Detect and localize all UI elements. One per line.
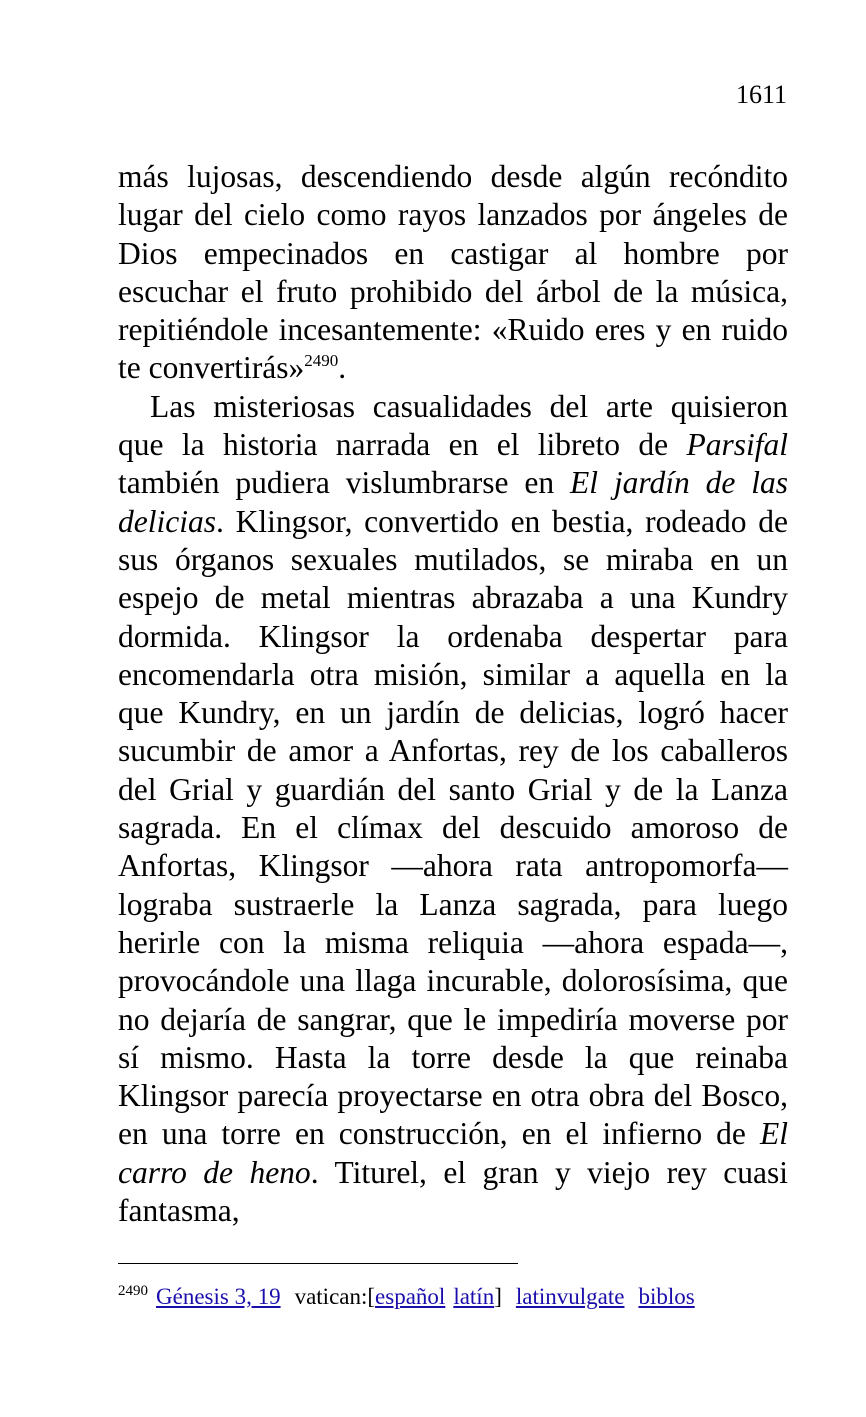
title-parsifal: Parsifal [686,427,788,463]
espanol-link[interactable]: español [375,1284,446,1309]
page-number: 1611 [735,80,787,109]
footnote-divider [118,1263,518,1264]
title-el-carro-de-heno: El carro de heno [118,1116,788,1190]
footnote-number: 2490 [118,1283,148,1299]
paragraph-1-end: . [338,350,347,386]
footnote [118,1282,818,1312]
title-el-jardin-de-las-delicias: El jardín de las delicias [118,465,788,539]
genesis-link[interactable]: Génesis 3, 19 [156,1284,281,1309]
paragraph-2-segment-4: . Titurel, el gran y viejo rey cuasi fantasma, [118,1154,788,1229]
paragraph-2-segment-2: también pudiera vislumbrarse en [118,465,570,501]
latin-link[interactable]: latín [453,1284,495,1309]
paragraph-1-text: más lujosas, descendiendo desde algún recóndito lugar del cielo como rayos lanzados por ángeles de Dios empecinados en castigar al hombre por escuchar el fruto prohibido del árbol de la música, repitiéndole incesantemente: «Ruido eres y en ruido te convertirás» [118,159,788,386]
paragraph-2 [118,388,788,1231]
body-text [118,158,788,1230]
biblos-link[interactable]: biblos [638,1284,695,1309]
latinvulgate-link[interactable]: latinvulgate [515,1284,625,1309]
paragraph-1 [118,158,788,388]
vatican-close-bracket: ] [494,1284,502,1309]
footnote-reference[interactable]: 2490 [304,351,339,371]
paragraph-2-segment-1: Las misteriosas casualidades del arte quisieron que la historia narrada en el libreto de [118,388,788,463]
paragraph-2-segment-3: . Klingsor, convertido en bestia, rodeado de sus órganos sexuales mutilados, se miraba en un espejo de metal mientras abrazaba a una Kundry dormida. Klingsor la ordenaba despertar para encomendarla otra misión, similar a aquella en la que Kundry, en un jardín de delicias, logró hacer sucumbir de amor a Anfortas, rey de los caballeros del Grial y guardián del santo Grial y de la Lanza sagrada. En el clímax del descuido amoroso de Anfortas, Klingsor —ahora rata antropomorfa— lograba sustraerle la Lanza sagrada, para luego herirle con la misma reliquia —ahora espada—, provocándole una llaga incurable, dolorosísima, que no dejaría de sangrar, que le impediría moverse por sí mismo. Hasta la torre desde la que reinaba Klingsor parecía proyectarse en otra obra del Bosco, en una torre en construcción, en el infierno de [118,503,788,1152]
vatican-label: vatican:[ [294,1284,376,1309]
